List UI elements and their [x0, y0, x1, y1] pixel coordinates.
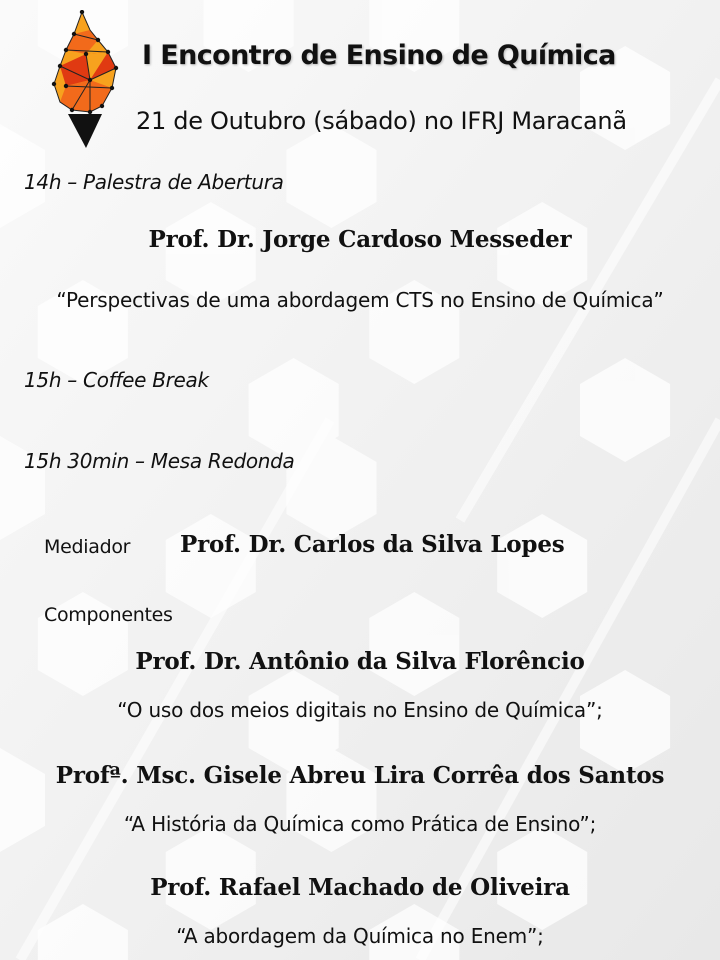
- mediator-label: Mediador: [44, 536, 131, 558]
- member-talk-title: “O uso dos meios digitais no Ensino de Química”;: [117, 698, 603, 722]
- opening-speaker: Prof. Dr. Jorge Cardoso Messeder: [148, 226, 572, 253]
- member-name: Prof. Rafael Machado de Oliveira: [150, 874, 570, 901]
- event-title: I Encontro de Ensino de Química: [142, 40, 616, 71]
- opening-time: 14h – Palestra de Abertura: [24, 170, 284, 194]
- member-name: Prof. Dr. Antônio da Silva Florêncio: [135, 648, 585, 675]
- event-date-location: 21 de Outubro (sábado) no IFRJ Maracanã: [136, 107, 627, 135]
- flame-torch-icon: [50, 10, 120, 150]
- member-name: Profª. Msc. Gisele Abreu Lira Corrêa dos Santos: [55, 762, 665, 789]
- mediator-name: Prof. Dr. Carlos da Silva Lopes: [180, 531, 565, 558]
- components-label: Componentes: [44, 604, 173, 626]
- opening-talk-title: “Perspectivas de uma abordagem CTS no Ensino de Química”: [56, 288, 664, 312]
- member-talk-title: “A abordagem da Química no Enem”;: [176, 924, 544, 948]
- coffee-break-time: 15h – Coffee Break: [24, 368, 209, 392]
- roundtable-time: 15h 30min – Mesa Redonda: [24, 449, 295, 473]
- member-talk-title: “A História da Química como Prática de Ensino”;: [123, 812, 597, 836]
